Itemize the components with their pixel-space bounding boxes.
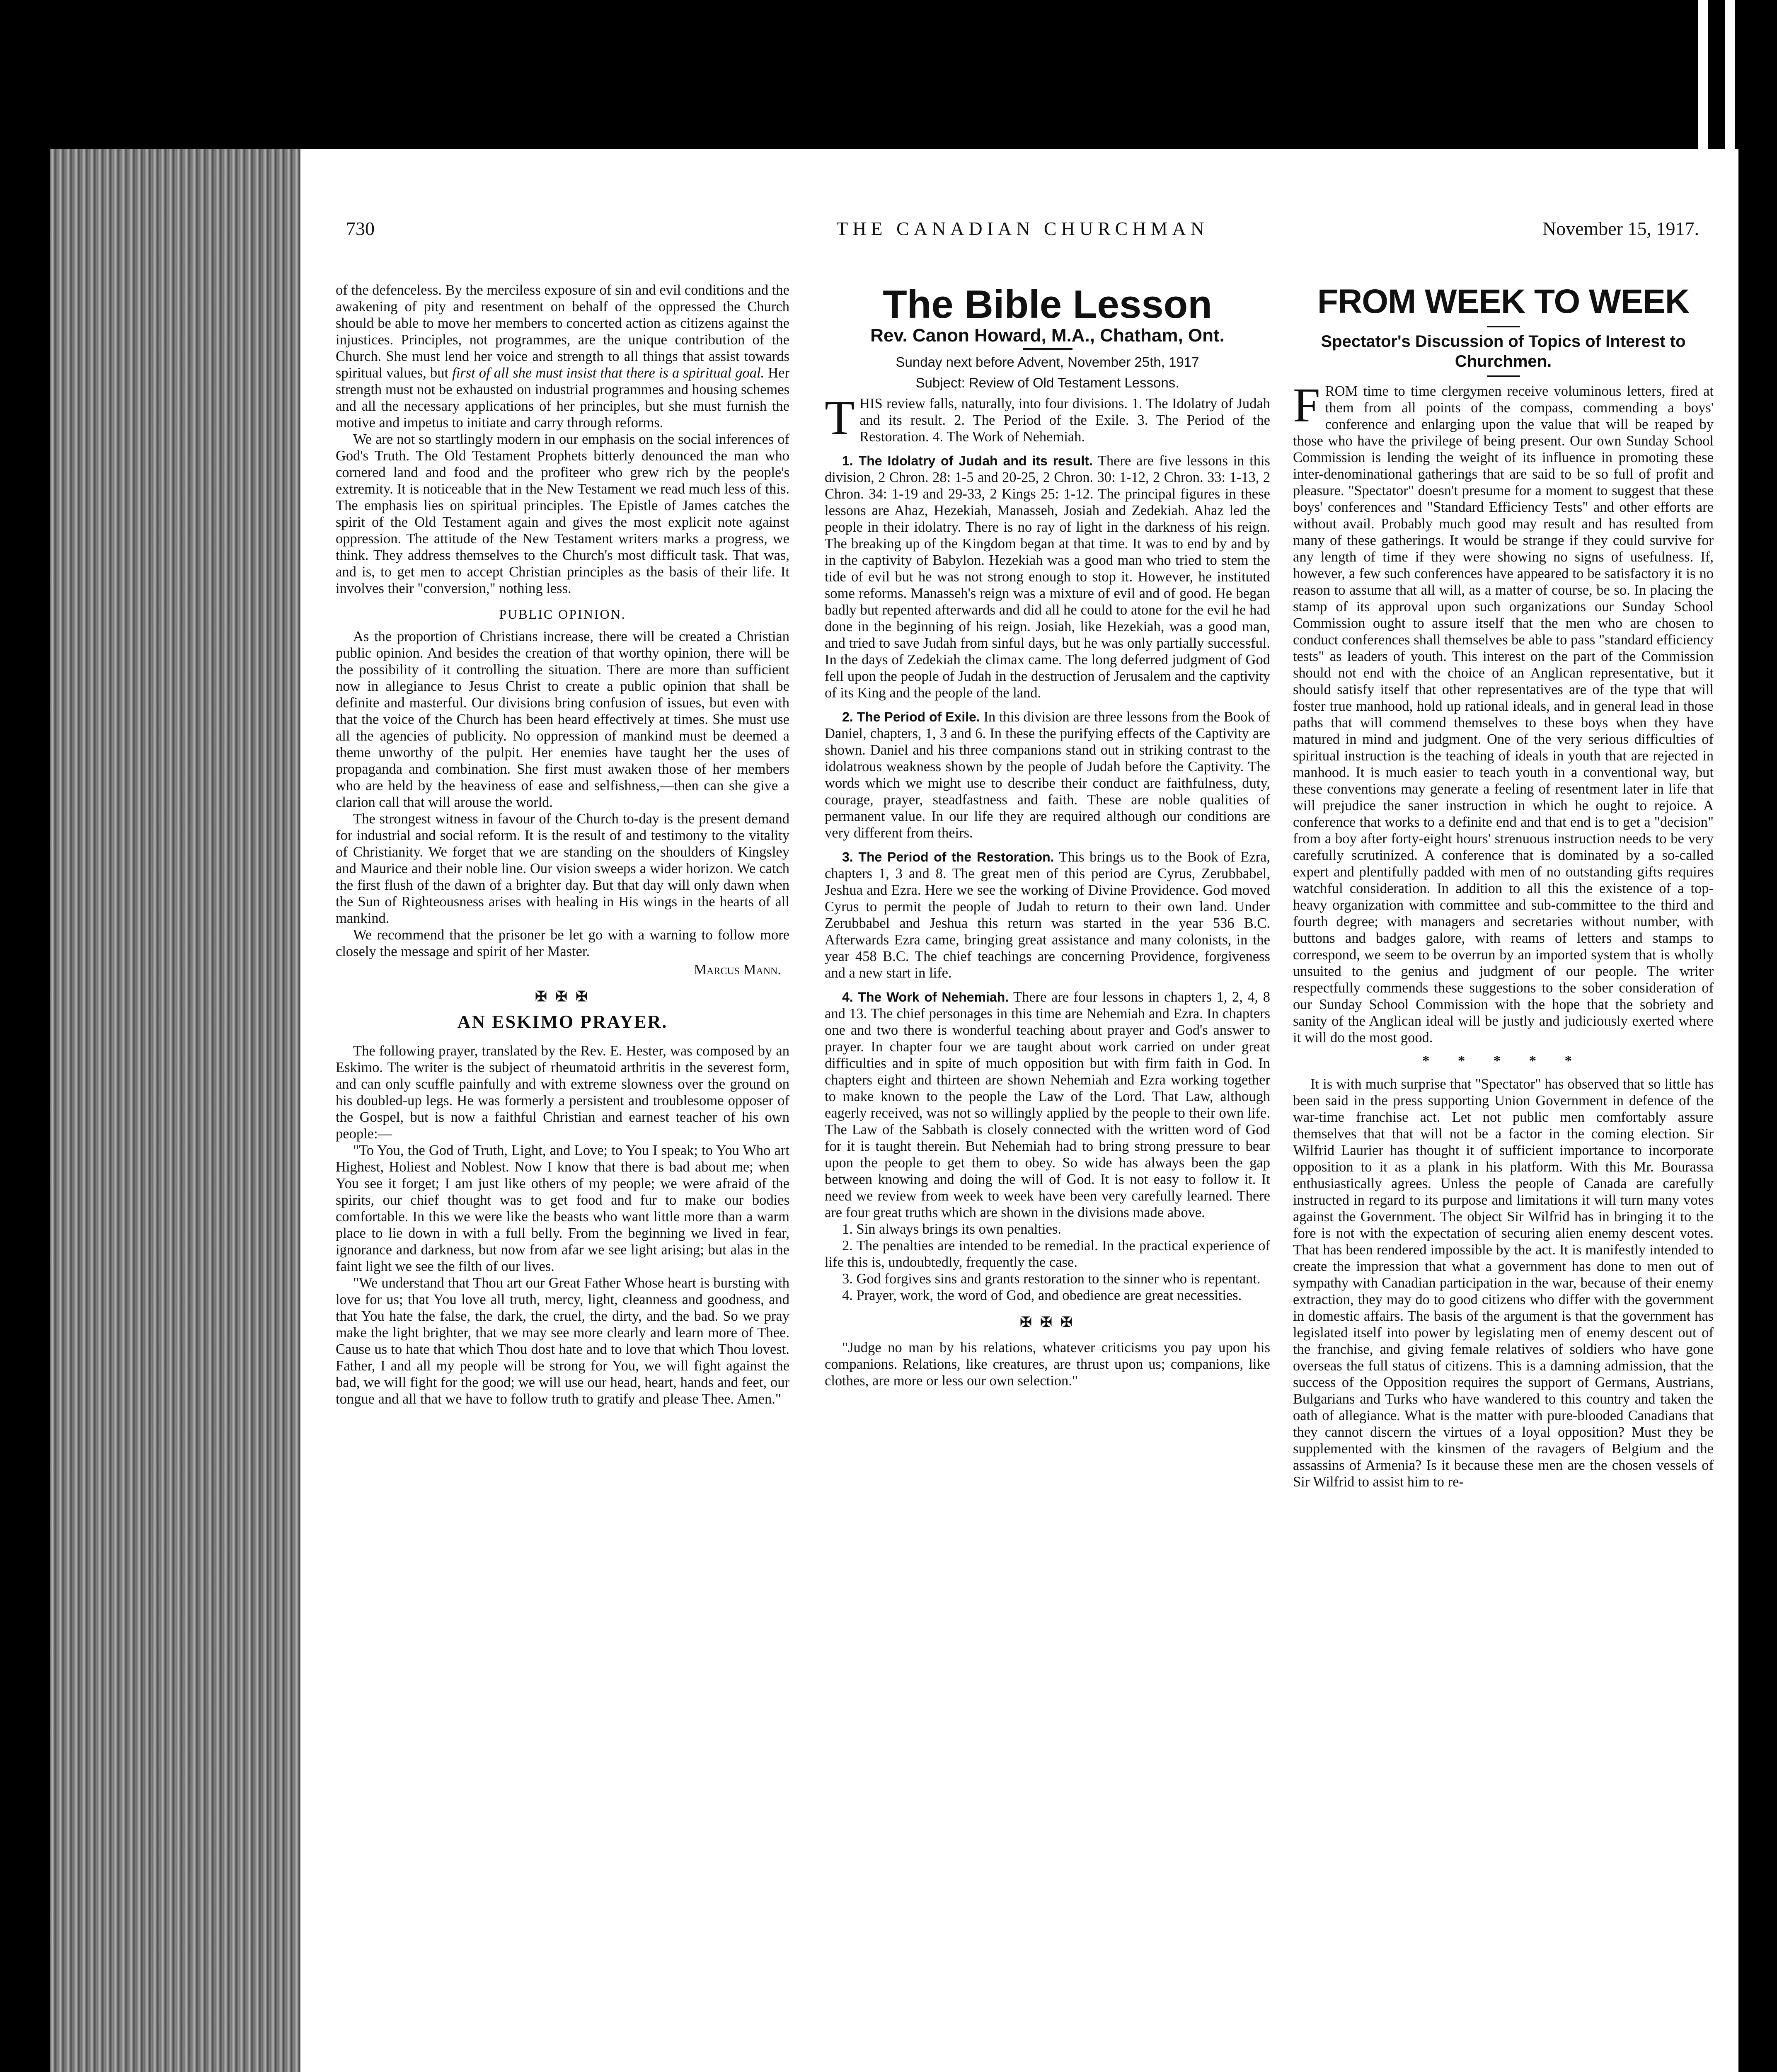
truth-item: 3. God forgives sins and grants restoration to the sinner who is repentant. xyxy=(842,1271,1261,1287)
rule xyxy=(1023,348,1072,350)
paragraph: THIS review falls, naturally, into four divisions. 1. The Idolatry of Judah and its result. 2. The Period of the Exile. 3. The Period of the Restoration. 4. The Work of Nehemiah. xyxy=(825,390,1270,445)
rule xyxy=(1487,375,1520,377)
paragraph: 4. The Work of Nehemiah. There are four lessons in chapters 1, 2, 4, 8 and 13. The chief personages in this time are Nehemiah and Ezra. In chapters one and two there is wonderful teaching about prayer and God's answer to prayer. In chapter four we are taught about work carried on under great difficulties and in spite of much opposition but with firm faith in God. In chapters eight and thirteen are shown Nehemiah and Ezra working together to make known to the people the Law of the Lord. That Law, although eagerly received, was not so willingly applied by the people to their own life. The Law of the Sabbath is closely connected with the written word of God for it is taught therein. But Nehemiah had to bring strong pressure to bear upon the people to get them to obey. So wide has always been the gap between knowing and doing the will of God. It is not easy to follow it. It need we review from week to week have been very carefully learned. There are four great truths which are shown in the divisions made above. xyxy=(825,989,1271,1220)
column-middle xyxy=(825,282,1270,1389)
running-header xyxy=(346,218,1699,242)
paragraph: "To You, the God of Truth, Light, and Love; to You I speak; to You Who art Highest, Holiest and Noblest. Now I know that there is bad about me; when You see it forget; I am just like others of my people; we were afraid of the spirits, our chief thought was to get food and fur to make our bodies comfortable. In this we were like the beasts who want little more than a warm place to lie down in with a full belly. From the beginning we lived in fear, ignorance and darkness, but now from afar we see light arising; but alas in the faint light we see the filth of our lives. xyxy=(336,1143,789,1274)
rule xyxy=(1487,326,1520,327)
section-ornament: ✠ ✠ ✠ xyxy=(535,989,590,1005)
closing-quote: "Judge no man by his relations, whatever criticisms you pay upon his companions. Relations, like creatures, are thrust upon us; companions, like clothes, are more or less our own selection." xyxy=(825,1340,1270,1389)
paragraph: 1. The Idolatry of Judah and its result. There are five lessons in this division, 2 Chron. 28: 1-5 and 20-25, 2 Chron. 30: 1-12, 2 Chron. 33: 1-13, 2 Chron. 34: 1-19 and 29-33, 2 Kings 25: 1-12. The principal figures in these lessons are Ahaz, Hezekiah, Manasseh, Josiah and Zedekiah. Ahaz led the people in their idolatry. There is no ray of light in the darkness of his reign. The breaking up of the Kingdom began at that time. It was to end by and by in the captivity of Babylon. Hezekiah was a good man who tried to stem the tide of evil but he was not strong enough to stop it. However, he instituted some reforms. Manasseh's reign was a mixture of evil and of good. He began badly but repented afterwards and did all he could to atone for the evil he had done in the beginning of his reign. Josiah, like Hezekiah, was a good man, and tried to save Judah from sinful days, but he was only partially successful. In the days of Zedekiah the climax came. The long deferred judgment of God fell upon the people of Judah in the destruction of Jerusalem and the captivity of its King and the people of the land. xyxy=(825,453,1270,701)
film-mark-top-2 xyxy=(1725,0,1735,153)
article-title-bible-lesson: The Bible Lesson xyxy=(883,282,1212,327)
lesson-subject: Subject: Review of Old Testament Lessons. xyxy=(915,375,1179,390)
column-left xyxy=(336,282,789,1407)
author-signature: Marcus Mann. xyxy=(694,962,781,978)
masthead: THE CANADIAN CHURCHMAN xyxy=(836,218,1209,239)
section-separator: * * * * * xyxy=(1422,1053,1584,1069)
paragraph: 2. The Period of Exile. In this division are three lessons from the Book of Daniel, chapters, 1, 3 and 6. In these the purifying effects of the Captivity are shown. Daniel and his three companions stand out in striking contrast to the idolatrous weakness shown by the people of Judah before the Captivity. The words which we might use to describe their conduct are faithfulness, duty, courage, prayer, steadfastness and faith. These are noble qualities of permanent value. In our life they are required although our conditions are very different from theirs. xyxy=(825,709,1271,841)
lesson-heading: 3. The Period of the Restoration. xyxy=(842,850,1054,864)
column-right xyxy=(1293,282,1714,1490)
truth-item: 4. Prayer, work, the word of God, and obedience are great necessities. xyxy=(842,1288,1242,1303)
drop-cap: T xyxy=(825,390,855,445)
paragraph: As the proportion of Christians increase, there will be created a Christian public opinion. And besides the creation of that worthy opinion, there will be the possibility of it controlling the situation. There are more than sufficient now in allegiance to Jesus Christ to create a public opinion that shall be definite and masterful. Our divisions bring confusion of issues, but even with that the voice of the Church has been heard effectively at times. She must use all the agencies of publicity. No oppression of mankind must be deemed a theme unworthy of the pulpit. Her enemies have taught her the uses of propaganda and combination. She first must awaken those of her members who are held by the heaviness of ease and selfishness,—then can she give a clarion call that will arouse the world. xyxy=(336,629,789,810)
paragraph: The strongest witness in favour of the Church to-day is the present demand for industrial and social reform. It is the result of and testimony to the vitality of Christianity. We forget that we are standing on the shoulders of Kingsley and Maurice and their noble line. Our vision sweeps a wider horizon. We catch the first flush of the dawn of a brighter day. But that day will only dawn when the Sun of Righteousness arises with healing in His wings in the hearts of all mankind. xyxy=(336,811,789,926)
truth-item: 1. Sin always brings its own penalties. xyxy=(842,1221,1061,1237)
paragraph: 3. The Period of the Restoration. This brings us to the Book of Ezra, chapters 1, 3 and 8. The great men of this period are Cyrus, Zerubbabel, Jeshua and Ezra. Here we see the working of Divine Providence. God moved Cyrus to permit the people of Judah to return to their own land. Under Zerubbabel and Jeshua this return was started in the year 536 B.C. Afterwards Ezra came, bringing great assistance and many colonists, in the year 458 B.C. The chief teachings are concerning Providence, forgiveness and a new start in life. xyxy=(825,849,1270,981)
lesson-heading: 2. The Period of Exile. xyxy=(842,709,980,724)
emphasis-text: first of all she must insist that there is a spiritual goal. xyxy=(452,365,765,381)
article-subtitle: Spectator's Discussion of Topics of Interest to Churchmen. xyxy=(1321,332,1686,370)
truth-item: 2. The penalties are intended to be remedial. In the practical experience of life this is, undoubtedly, frequently the case. xyxy=(825,1238,1270,1270)
article-title-from-week-to-week: FROM WEEK TO WEEK xyxy=(1317,283,1690,320)
paragraph: FROM time to time clergymen receive voluminous letters, fired at them from all points of the compass, commending a boys' conference and enlarging upon the value that will be reaped by those who have the privilege of being present. Our own Sunday School Commission is lending the weight of its influence in promoting these inter-denominational gatherings that are said to be so full of profit and pleasure. "Spectator" doesn't presume for a moment to suggest that these boys' conferences and "Standard Efficiency Tests" and other efforts are without avail. Probably much good may result and has resulted from many of these gatherings. It would be strange if they could survive for any length of time if they were showing no signs of usefulness. If, however, a few such conferences have appeared to be satisfactory it is no reason to assume that all will, as a matter of course, be so. In placing the stamp of its approval upon such organizations our Sunday School Commission ought to assure itself that the men who are chosen to conduct conferences shall themselves be able to pass "standard efficiency tests" as leaders of youth. This interest on the part of the Commission should not end with the choice of an Anglican representative, but it should satisfy itself that other representatives are of the type that will foster true manhood, hold up rational ideals, and in general lead in those paths that will commend themselves to these boys when they have matured in mind and judgment. One of the very serious difficulties of spiritual instruction is the teaching of ideals in youth that are rejected in manhood. It is much easier to teach youth in a conventional way, but these conventions may generate a feeling of resentment later in life that will prejudice the saner instruction in which he ought to rejoice. A conference that works to a definite end and that end is to get a "decision" from a boy after forty-eight hours' strenuous instruction needs to be very carefully scrutinized. A conference that is dominated by a so-called expert and plentifully padded with men of no outstanding gifts requires watchful consideration. In addition to all this the existence of a top-heavy organization with committee and sub-committee to the third and fourth degree; with managers and secretaries without number, with buttons and badges galore, with reams of letters and stamps to correspond, we seem to be overrun by an imported system that is wholly unsuited to the genius and judgment of our people. The writer respectfully commends these suggestions to the sober consideration of our Sunday School Commission with the hope that the sobriety and sanity of the Anglican ideal will be justly and judiciously exerted where it will do the most good. xyxy=(1293,378,1714,1046)
paragraph: The following prayer, translated by the Rev. E. Hester, was composed by an Eskimo. The writer is the subject of rheumatoid arthritis in the severest form, and can only scuffle painfully and with extreme slowness over the ground on his doubled-up legs. He was formerly a persistent and troublesome opposer of the Gospel, but is now a faithful Christian and earnest teacher of his own people:— xyxy=(336,1043,789,1142)
page-number: 730 xyxy=(346,218,375,239)
article-heading-eskimo-prayer: AN ESKIMO PRAYER. xyxy=(457,1012,668,1032)
lesson-date: Sunday next before Advent, November 25th, 1917 xyxy=(896,354,1199,370)
paragraph: We recommend that the prisoner be let go with a warning to follow more closely the message and spirit of her Master. xyxy=(336,927,789,959)
paragraph: We are not so startlingly modern in our emphasis on the social inferences of God's Truth. The Old Testament Prophets bitterly denounced the man who cornered land and food and the profiteer who grew rich by the people's extremity. It is noticeable that in the New Testament we read much less of this. The emphasis lies on spiritual principles. The Epistle of James catches the spirit of the Old Testament again and gives the most explicit note against oppression. The attitude of the New Testament writers marks a progress, we think. They address themselves to the Church's most difficult task. That was, and is, to get men to accept Christian principles as the basis of their life. It involves their "conversion," nothing less. xyxy=(336,431,789,596)
byline: Rev. Canon Howard, M.A., Chatham, Ont. xyxy=(870,325,1225,346)
paragraph: of the defenceless. By the merciless exposure of sin and evil conditions and the awakening of pity and resentment on behalf of the oppressed the Church should be able to move her members to concerted action as citizens against the injustices. Principles, not programmes, are the unique contribution of the Church. She must lend her voice and strength to all things that assist towards spiritual values, but first of all she must insist that there is a spiritual goal. Her strength must not be exhausted on industrial programmes and housing schemes and all the necessary applications of her principles, but she must furnish the motive and impetus to initiate and carry through reforms. xyxy=(336,282,790,431)
drop-cap: F xyxy=(1293,378,1320,432)
paragraph: "We understand that Thou art our Great Father Whose heart is bursting with love for us; that You love all truth, mercy, light, cleanness and goodness, and that You hate the false, the dark, the cruel, the dirty, and the bad. So we pray make the light brighter, that we may see more clearly and learn more of Thee. Cause us to hate that which Thou dost hate and to love that which Thou lovest. Father, I and all my people will be strong for You, we will fight against the bad, we will fight for the good; we will use our head, heart, hands and feet, our tongue and all that we have to follow truth to gratify and please Thee. Amen." xyxy=(336,1275,789,1407)
lesson-heading: 4. The Work of Nehemiah. xyxy=(842,990,1009,1005)
newspaper-page xyxy=(300,149,1738,2072)
book-page-edges xyxy=(50,149,319,2072)
section-heading-public-opinion: PUBLIC OPINION. xyxy=(499,607,626,622)
lesson-heading: 1. The Idolatry of Judah and its result. xyxy=(842,453,1093,468)
section-ornament: ✠ ✠ ✠ xyxy=(1020,1315,1075,1330)
paragraph: It is with much surprise that "Spectator" has observed that so little has been said in the press supporting Union Government in defence of the war-time franchise act. Let not public men comfortably assure themselves that that will not be a factor in the coming election. Sir Wilfrid Laurier has thought it of sufficient importance to incorporate opposition to it as a plank in his platform. With this Mr. Bourassa enthusiastically agrees. Unless the people of Canada are carefully instructed in regard to its purpose and limitations it will turn many votes against the Government. The object Sir Wilfrid has in bringing it to the fore is not with the expectation of securing alien enemy descent votes. That has been rendered impossible by the act. It is manifestly intended to create the impression that what a government has done to men out of sympathy with Canadian participation in the war, because of their enemy extraction, they may do to good citizens who differ with the government in domestic affairs. The basis of the argument is that the government has legislated itself into power by legislating men of enemy descent out of the franchise, and giving female relatives of soldiers who have gone overseas the full status of citizens. This is a damning admission, that the success of the Opposition requires the support of Germans, Austrians, Bulgarians and Turks who have wandered to this country and taken the oath of allegiance. What is the matter with pure-blooded Canadians that they cannot discern the virtues of a loyal opposition? Must they be supplemented with the kinsmen of the ravagers of Belgium and the assassins of Armenia? Is it because these men are the chosen vessels of Sir Wilfrid to assist him to re- xyxy=(1293,1076,1714,1490)
issue-date: November 15, 1917. xyxy=(1542,218,1699,239)
film-mark-top-1 xyxy=(1698,0,1708,153)
